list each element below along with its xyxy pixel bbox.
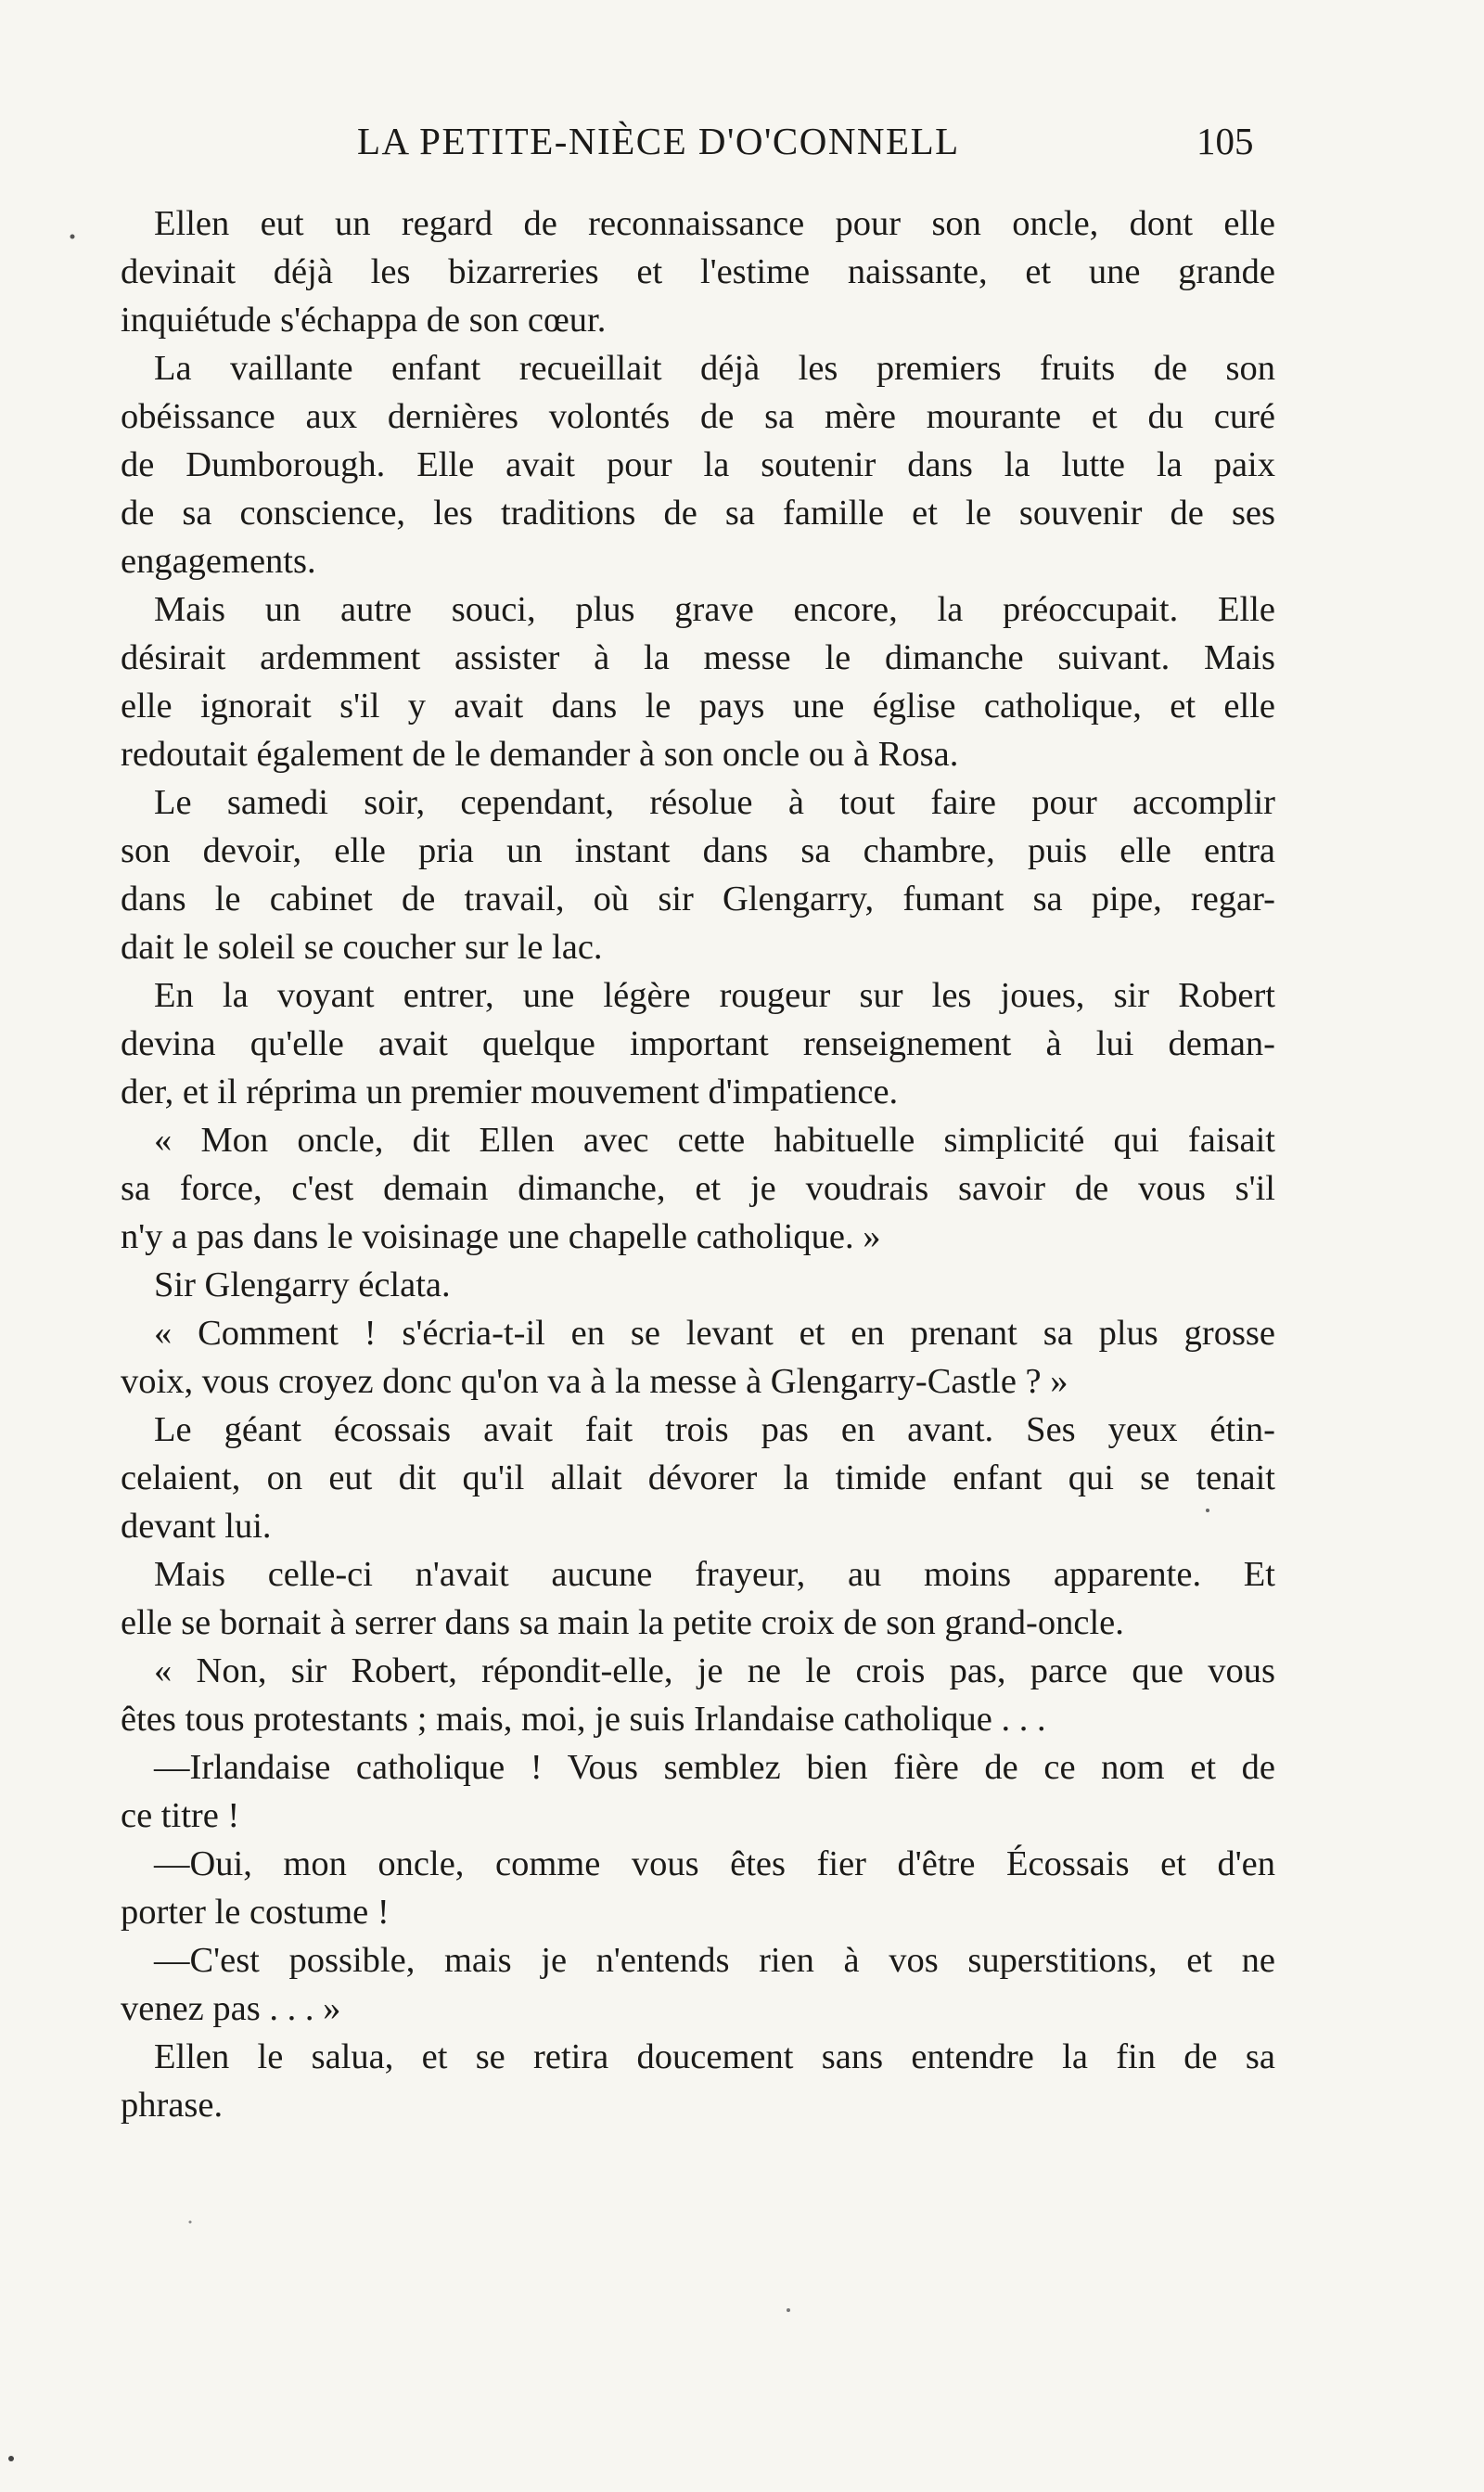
text-line: phrase.: [121, 2086, 224, 2125]
text-line: son devoir, elle pria un instant dans sa chambre, puis elle entra: [121, 831, 1275, 870]
speck: [8, 2456, 14, 2461]
text-line: « Comment ! s'écria-t-il en se levant et en prenant sa plus grosse: [154, 1314, 1275, 1353]
text-line: La vaillante enfant recueillait déjà les premiers fruits de son: [154, 349, 1275, 388]
text-line: En la voyant entrer, une légère rougeur sur les joues, sir Robert: [154, 976, 1275, 1015]
text-line: désirait ardemment assister à la messe le dimanche suivant. Mais: [121, 638, 1275, 677]
text-line: ce titre !: [121, 1796, 240, 1835]
text-line: elle ignorait s'il y avait dans le pays une église catholique, et elle: [121, 687, 1275, 726]
text-line: dait le soleil se coucher sur le lac.: [121, 928, 603, 967]
text-line: de sa conscience, les traditions de sa famille et le souvenir de ses: [121, 494, 1275, 533]
text-line: Mais celle-ci n'avait aucune frayeur, au moins apparente. Et: [154, 1555, 1275, 1594]
text-line: redoutait également de le demander à son oncle ou à Rosa.: [121, 735, 959, 774]
text-line: Sir Glengarry éclata.: [154, 1265, 451, 1304]
text-line: n'y a pas dans le voisinage une chapelle catholique. »: [121, 1217, 881, 1256]
text-line: venez pas . . . »: [121, 1989, 341, 2028]
speck: [189, 2221, 192, 2224]
body-text: [121, 199, 1275, 2129]
text-line: der, et il réprima un premier mouvement d'impatience.: [121, 1073, 899, 1111]
speck: [787, 2308, 790, 2312]
text-line: —Oui, mon oncle, comme vous êtes fier d'être Écossais et d'en: [154, 1844, 1275, 1883]
text-line: Ellen eut un regard de reconnaissance pour son oncle, dont elle: [154, 204, 1275, 243]
page-header: [0, 119, 1484, 174]
speck: [70, 235, 75, 239]
text-line: engagements.: [121, 542, 316, 581]
text-line: —C'est possible, mais je n'entends rien à vos superstitions, et ne: [154, 1941, 1275, 1980]
text-line: sa force, c'est demain dimanche, et je voudrais savoir de vous s'il: [121, 1169, 1275, 1208]
text-line: inquiétude s'échappa de son cœur.: [121, 301, 607, 340]
text-line: elle se bornait à serrer dans sa main la petite croix de son grand-oncle.: [121, 1603, 1124, 1642]
text-line: devinait déjà les bizarreries et l'estime naissante, et une grande: [121, 252, 1275, 291]
text-line: —Irlandaise catholique ! Vous semblez bien fière de ce nom et de: [154, 1748, 1275, 1787]
text-line: obéissance aux dernières volontés de sa mère mourante et du curé: [121, 397, 1275, 436]
text-line: Ellen le salua, et se retira doucement sans entendre la fin de sa: [154, 2037, 1275, 2076]
text-line: « Mon oncle, dit Ellen avec cette habituelle simplicité qui faisait: [154, 1121, 1275, 1160]
running-title: LA PETITE-NIÈCE D'O'CONNELL: [357, 120, 960, 162]
text-line: « Non, sir Robert, répondit-elle, je ne le crois pas, parce que vous: [154, 1651, 1275, 1690]
text-line: devina qu'elle avait quelque important renseignement à lui deman-: [121, 1024, 1275, 1063]
text-line: porter le costume !: [121, 1893, 390, 1932]
text-line: celaient, on eut dit qu'il allait dévorer la timide enfant qui se tenait: [121, 1458, 1275, 1497]
text-line: êtes tous protestants ; mais, moi, je suis Irlandaise catholique . . .: [121, 1700, 1046, 1739]
text-line: dans le cabinet de travail, où sir Glengarry, fumant sa pipe, regar-: [121, 880, 1275, 918]
page-number: 105: [1196, 120, 1254, 162]
text-line: de Dumborough. Elle avait pour la soutenir dans la lutte la paix: [121, 445, 1275, 484]
text-line: Le géant écossais avait fait trois pas en avant. Ses yeux étin-: [154, 1410, 1275, 1449]
text-line: voix, vous croyez donc qu'on va à la messe à Glengarry-Castle ? »: [121, 1362, 1068, 1401]
text-line: Mais un autre souci, plus grave encore, la préoccupait. Elle: [154, 590, 1275, 629]
text-line: devant lui.: [121, 1507, 272, 1546]
text-line: Le samedi soir, cependant, résolue à tout faire pour accomplir: [154, 783, 1275, 822]
